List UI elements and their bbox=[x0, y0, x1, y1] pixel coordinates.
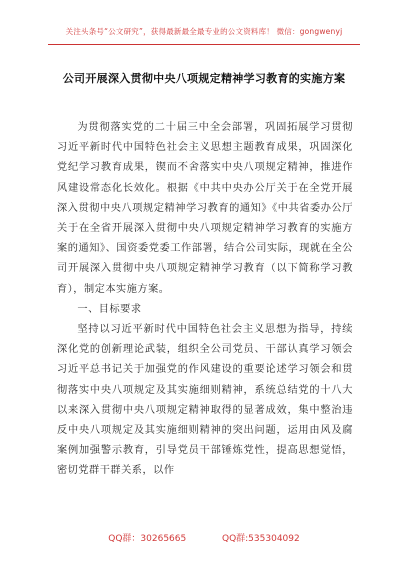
document-body bbox=[57, 118, 353, 482]
qq-group-1: QQ群：30265665 bbox=[108, 534, 187, 544]
document-title: 公司开展深入贯彻中央八项规定精神学习教育的实施方案 bbox=[62, 72, 346, 85]
banner-divider bbox=[48, 44, 360, 45]
paragraph-intro: 为贯彻落实党的二十届三中全会部署，巩固拓展学习贯彻习近平新时代中国特色社会主义思想主题教育成果，巩固深化党纪学习教育成果，锲而不舍落实中央八项规定精神，推进作风建设常态化长效化。根据《中共中央办公厅关于在全党开展深入贯彻中央八项规定精神学习教育的通知》《中共省委办公厅关于在全省开展深入贯彻中央八项规定精神学习教育的实施方案的通知》、国资委党委工作部署，结合公司实际，现就在全公司开展深入贯彻中央八项规定精神学习教育（以下简称学习教育），制定本实施方案。 bbox=[57, 122, 353, 295]
promo-banner: 关注头条号“公文研究”，获得最新最全最专业的公文资料库！ 微信：gongwenyj bbox=[65, 27, 343, 36]
footer-contact bbox=[0, 531, 408, 544]
qq-group-2: QQ群:535304092 bbox=[221, 534, 300, 544]
section-heading: 一、目标要求 bbox=[77, 303, 142, 315]
paragraph-goals: 坚持以习近平新时代中国特色社会主义思想为指导，持续深化党的创新理论武装，组织全公司党员、干部认真学习领会习近平总书记关于加强党的作风建设的重要论述学习领会和贯彻落实中央八项规定及其实施细则精神，系统总结党的十八大以来深入贯彻中央八项规定精神取得的显著成效，集中整治违反中央八项规定及其实施细则精神的突出问题，运用由风及腐案例加强警示教育，引导党员干部锤炼党性，提高思想觉悟，密切党群干群关系，以作 bbox=[57, 324, 353, 477]
